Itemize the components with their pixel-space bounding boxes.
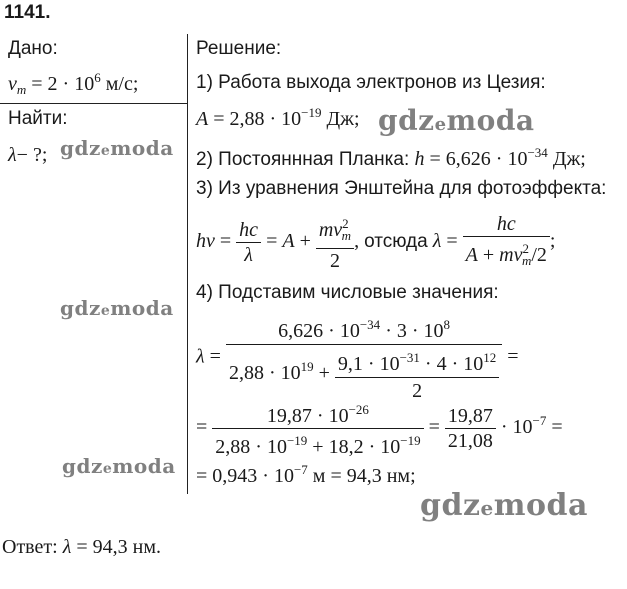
step4-text: 4) Подставим числовые значения:	[196, 282, 499, 303]
watermark-logo: gdzemoda	[62, 454, 176, 478]
watermark-logo: gdzemoda	[378, 104, 535, 137]
step2-formula: $h = 6,626 \cdot 10^{-34}$ Дж;	[414, 145, 586, 170]
step2-line	[196, 142, 586, 171]
find-formula: λ− ?;	[8, 144, 48, 166]
answer: Ответ: λ = 94,3 нм.	[2, 536, 161, 558]
step1-text: 1) Работа выхода электронов из Цезия:	[196, 72, 546, 93]
problem-number: 1141.	[4, 2, 51, 23]
einstein-equation: hν = $\frac{hc}{\lambda}$ = A + $\frac{mv^2_m}{2}$ , отсюда λ = $\frac{hc}{A + mv^2_m/2}$ ;	[196, 213, 556, 272]
calculation-2: = $\frac{19,87 \cdot 10^{-26}}{2,88 \cdot 10^{-19} + 18,2 \cdot 10^{-19}}$ = $\frac{19,87}{21,08}$ · $10^{-7}$ =	[196, 398, 563, 459]
step1-formula: $A = 2,88 \cdot 10^{-19}$ Дж;	[196, 105, 360, 130]
step3-text: 3) Из уравнения Энштейна для фотоэффекта:	[196, 178, 607, 199]
find-label: Найти:	[8, 108, 68, 129]
step3-mid-text: отсюда	[364, 231, 428, 253]
step2-text: 2) Постояннная Планка:	[196, 149, 410, 170]
given-velocity: $v_m = 2 \cdot 10^6$ м/с;	[8, 70, 139, 97]
watermark-logo: gdzemoda	[60, 296, 174, 320]
frac-hc-lambda: $\frac{hc}{\lambda}$	[236, 218, 261, 267]
frac-lambda-result: $\frac{hc}{A + mv^2_m/2}$	[463, 212, 550, 273]
calc1-fraction: $6,626 \cdot 10^{-34} \cdot 3 \cdot 10^8$ $2,88 \cdot 10^{19}$ + $\frac{9,1 \cdot 10^{-31} \cdot 4 \cdot 10^{12}}{2}$	[226, 312, 502, 404]
calculation-1: λ = $6,626 \cdot 10^{-34} \cdot 3 \cdot 10^8$ $2,88 \cdot 10^{19}$ + $\frac{9,1 \cdot 10^{-31} \cdot 4 \cdot 10^{12}}{2}$ =	[196, 312, 519, 404]
frac-mv2-2: $\frac{mv^2_m}{2}$	[316, 212, 354, 273]
result-line: = $0,943 \cdot 10^{-7}$ м = 94,3 нм;	[196, 462, 416, 487]
solution-label: Решение:	[196, 38, 282, 59]
calc2-simplified: $\frac{19,87}{21,08}$	[445, 404, 496, 453]
divider-horizontal	[0, 103, 187, 104]
divider-vertical	[187, 34, 188, 494]
watermark-logo: gdzemoda	[60, 136, 174, 160]
given-label: Дано:	[8, 38, 58, 59]
watermark-logo: gdzemoda	[420, 488, 588, 523]
calc2-fraction: $\frac{19,87 \cdot 10^{-26}}{2,88 \cdot 10^{-19} + 18,2 \cdot 10^{-19}}$	[212, 398, 423, 459]
